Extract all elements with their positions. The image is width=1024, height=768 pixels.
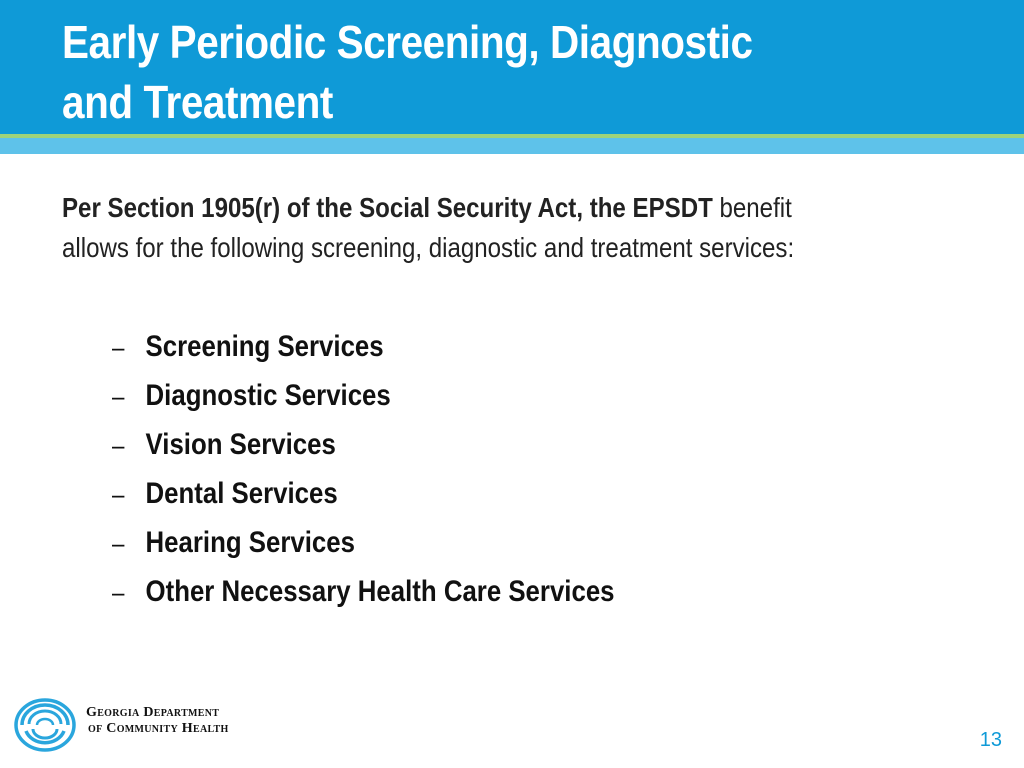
bullet-dash: –: [112, 528, 125, 558]
services-list-item: [112, 521, 615, 570]
service-label: Hearing Services: [145, 526, 355, 559]
logo-line-1: Georgia Department: [86, 705, 220, 720]
service-label: Screening Services: [145, 330, 384, 363]
title-bar: [0, 0, 1024, 134]
service-label: Vision Services: [145, 428, 336, 461]
intro-text-line2: allows for the following screening, diagnostic and treatment services:: [62, 232, 795, 263]
service-label: Diagnostic Services: [145, 379, 391, 412]
intro-bold-text: Per Section 1905(r) of the Social Security Act, the EPSDT: [62, 192, 713, 223]
bullet-dash: –: [112, 381, 125, 411]
logo-line-2: of Community Health: [88, 721, 229, 736]
dch-logo: [14, 698, 229, 752]
slide-title-line-1: Early Periodic Screening, Diagnostic: [62, 16, 753, 68]
services-list-item: [112, 374, 615, 423]
logo-wordmark: [86, 705, 229, 737]
bullet-dash: –: [112, 430, 125, 460]
service-label: Other Necessary Health Care Services: [145, 575, 615, 608]
services-list-item: [112, 423, 615, 472]
services-list-item: [112, 570, 615, 619]
bullet-dash: –: [112, 332, 125, 362]
intro-paragraph: [62, 188, 922, 268]
bullet-dash: –: [112, 577, 125, 607]
concentric-circles-icon: [14, 698, 76, 752]
services-list-item: [112, 325, 615, 374]
slide-title: [62, 12, 854, 132]
services-list-item: [112, 472, 615, 521]
title-bar-light-stripe: [0, 138, 1024, 154]
service-label: Dental Services: [145, 477, 338, 510]
bullet-dash: –: [112, 479, 125, 509]
services-list: [112, 325, 615, 619]
intro-text-line1-rest: benefit: [712, 192, 792, 223]
slide-title-line-2: and Treatment: [62, 76, 333, 128]
page-number: 13: [979, 729, 1002, 751]
